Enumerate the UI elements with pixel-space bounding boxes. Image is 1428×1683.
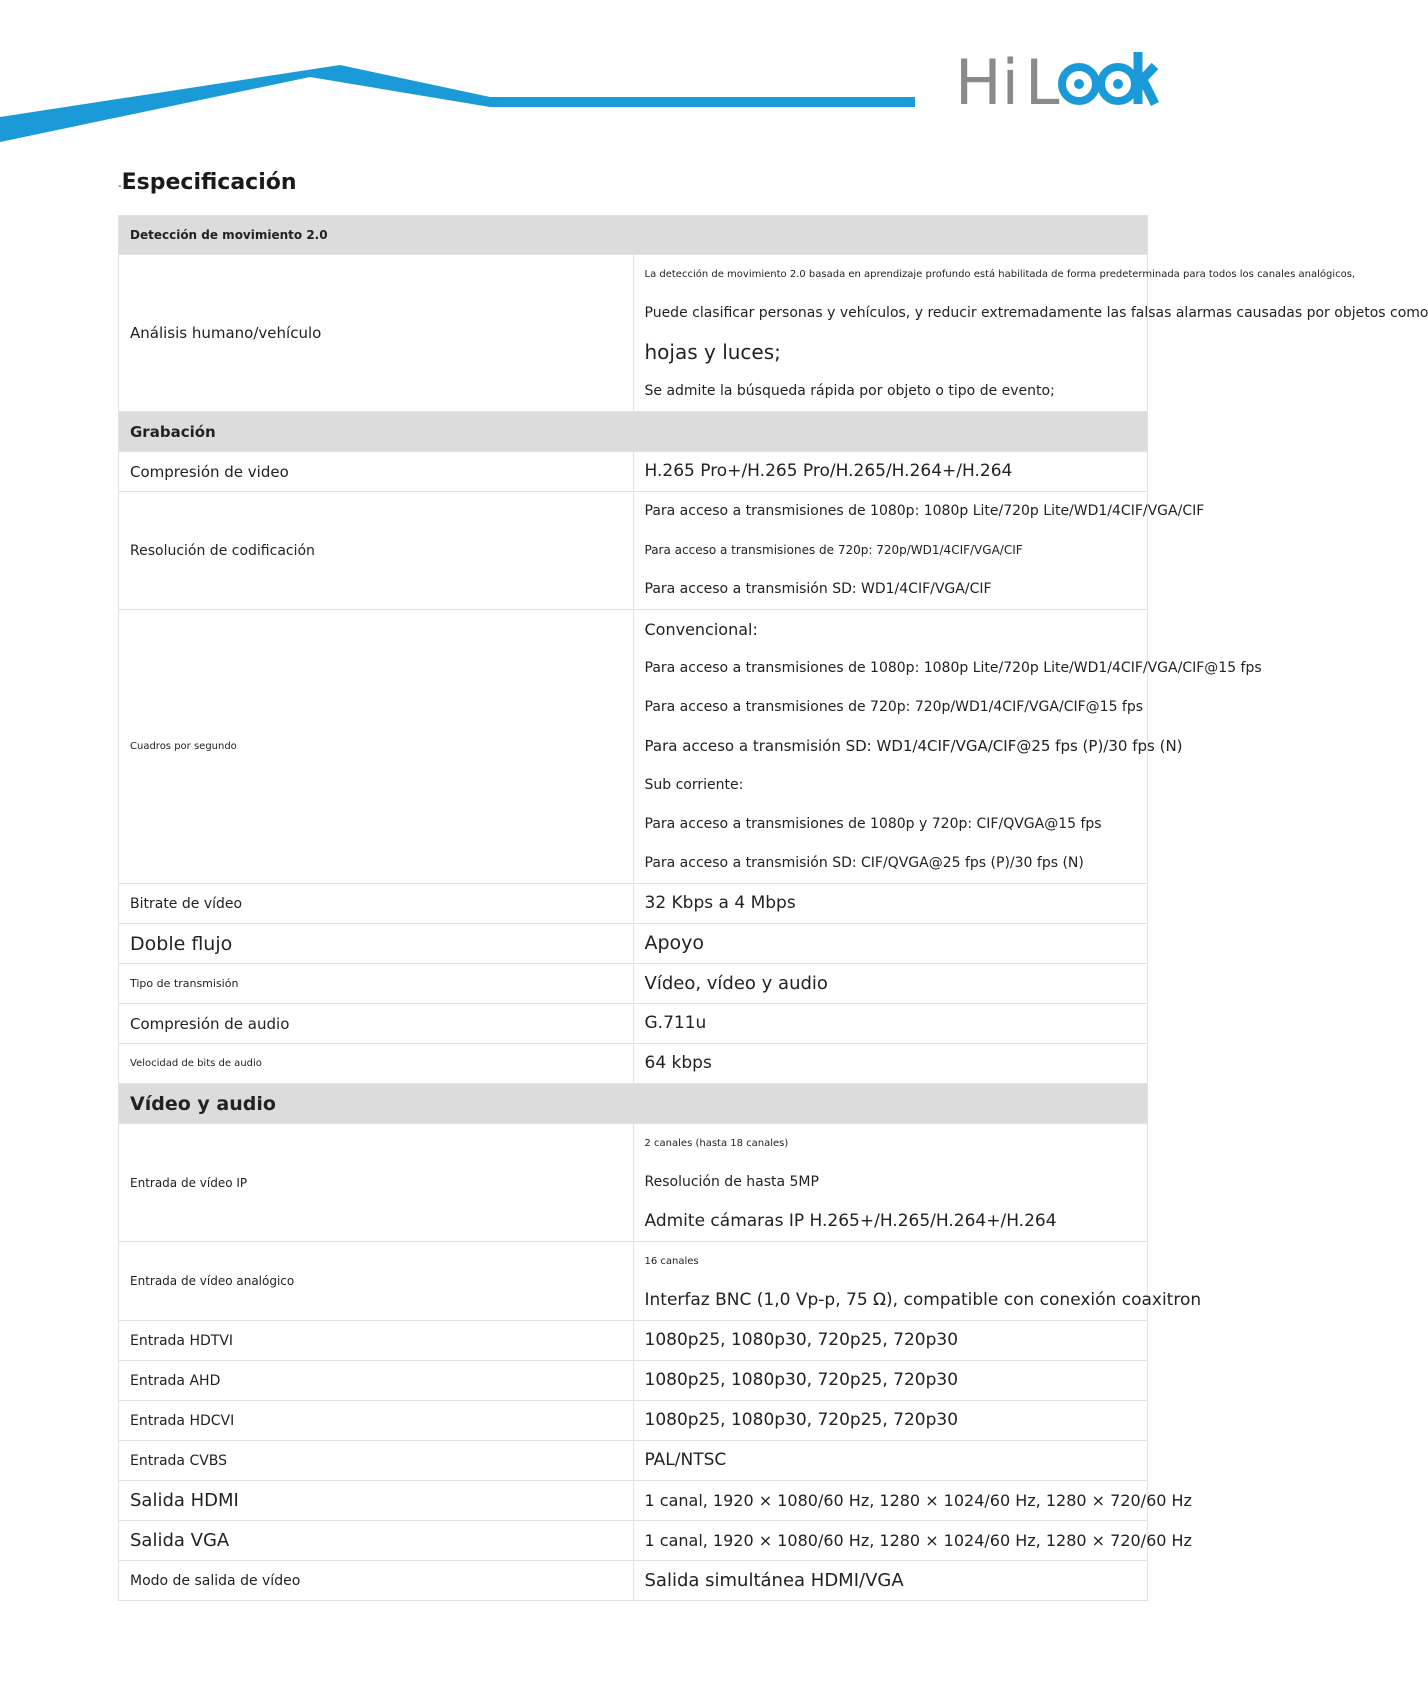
- spec-row: [119, 610, 1148, 884]
- spec-row: [119, 964, 1148, 1004]
- value-line: Admite cámaras IP H.265+/H.265/H.264+/H.264: [644, 1211, 1057, 1231]
- header-swoosh: [0, 65, 915, 142]
- hilook-logo: [955, 46, 1155, 119]
- logo-k: [1138, 52, 1155, 104]
- row-value: [633, 255, 1428, 412]
- row-label: Resolución de codificación: [119, 492, 634, 610]
- row-label: Velocidad de bits de audio: [119, 1044, 634, 1084]
- row-value: [633, 964, 1148, 1004]
- row-label: Salida HDMI: [119, 1481, 634, 1521]
- value-line: Para acceso a transmisiones de 1080p: 1080p Lite/720p Lite/WD1/4CIF/VGA/CIF@15 fps: [644, 660, 1262, 676]
- row-label: Cuadros por segundo: [119, 610, 634, 884]
- row-label: Tipo de transmisión: [119, 964, 634, 1004]
- row-value: [633, 1361, 1148, 1401]
- value-line: Apoyo: [644, 932, 705, 954]
- value-line: Sub corriente:: [644, 777, 744, 793]
- row-value: [633, 610, 1262, 884]
- value-line: 16 canales: [644, 1256, 699, 1267]
- value-line: 1080p25, 1080p30, 720p25, 720p30: [644, 1370, 959, 1390]
- row-value: [633, 1004, 1148, 1044]
- spec-row: [119, 1242, 1148, 1321]
- row-label: Doble flujo: [119, 924, 634, 964]
- spec-row: [119, 452, 1148, 492]
- section-heading: Vídeo y audio: [119, 1084, 1148, 1124]
- row-value: [633, 884, 1148, 924]
- value-line: 1080p25, 1080p30, 720p25, 720p30: [644, 1410, 959, 1430]
- section-heading: Detección de movimiento 2.0: [119, 216, 1148, 255]
- spec-row: [119, 1441, 1148, 1481]
- row-label: Salida VGA: [119, 1521, 634, 1561]
- value-line: Para acceso a transmisiones de 720p: 720p/WD1/4CIF/VGA/CIF: [644, 543, 1023, 557]
- row-value: [633, 924, 1148, 964]
- row-value: [633, 1242, 1202, 1321]
- row-value: [633, 1441, 1148, 1481]
- row-label: Bitrate de vídeo: [119, 884, 634, 924]
- value-line: 64 kbps: [644, 1053, 712, 1073]
- value-line: H.265 Pro+/H.265 Pro/H.265/H.264+/H.264: [644, 461, 1013, 481]
- value-line: Para acceso a transmisión SD: WD1/4CIF/VGA/CIF@25 fps (P)/30 fps (N): [644, 737, 1183, 755]
- spec-row: [119, 1481, 1148, 1521]
- value-line: 1080p25, 1080p30, 720p25, 720p30: [644, 1330, 959, 1350]
- spec-row: [119, 1124, 1148, 1242]
- value-line: Salida simultánea HDMI/VGA: [644, 1570, 904, 1591]
- spec-row: [119, 1321, 1148, 1361]
- value-line: 1 canal, 1920 × 1080/60 Hz, 1280 × 1024/60 Hz, 1280 × 720/60 Hz: [644, 1531, 1192, 1550]
- spec-row: [119, 255, 1148, 412]
- value-line: Para acceso a transmisiones de 1080p: 1080p Lite/720p Lite/WD1/4CIF/VGA/CIF: [644, 503, 1205, 519]
- value-line: Puede clasificar personas y vehículos, y reducir extremadamente las falsas alarmas causadas por objetos como: [644, 305, 1428, 321]
- spec-row: [119, 492, 1148, 610]
- value-line: Para acceso a transmisión SD: WD1/4CIF/VGA/CIF: [644, 581, 992, 597]
- value-line: Resolución de hasta 5MP: [644, 1174, 819, 1190]
- logo-text-hi: Hi: [955, 46, 1019, 119]
- row-label: Entrada HDTVI: [119, 1321, 634, 1361]
- value-line: 32 Kbps a 4 Mbps: [644, 893, 796, 913]
- row-value: [633, 1561, 1148, 1601]
- section-heading: Grabación: [119, 412, 1148, 452]
- row-value: [633, 492, 1205, 610]
- row-value: [633, 1401, 1148, 1441]
- spec-row: [119, 1561, 1148, 1601]
- value-line: Interfaz BNC (1,0 Vp-p, 75 Ω), compatible con conexión coaxitron: [644, 1290, 1202, 1310]
- spec-row: [119, 1361, 1148, 1401]
- row-label: Compresión de audio: [119, 1004, 634, 1044]
- row-label: Modo de salida de vídeo: [119, 1561, 634, 1601]
- spec-row: [119, 1044, 1148, 1084]
- row-value: [633, 1321, 1148, 1361]
- value-line: Se admite la búsqueda rápida por objeto o tipo de evento;: [644, 383, 1055, 399]
- value-line: Para acceso a transmisión SD: CIF/QVGA@25 fps (P)/30 fps (N): [644, 855, 1084, 871]
- section-heading-row: [119, 216, 1148, 255]
- section-heading-row: [119, 1084, 1148, 1124]
- spec-row: [119, 924, 1148, 964]
- value-line: Para acceso a transmisiones de 1080p y 720p: CIF/QVGA@15 fps: [644, 816, 1102, 832]
- row-label: Entrada CVBS: [119, 1441, 634, 1481]
- row-value: [633, 1044, 1148, 1084]
- value-line: hojas y luces;: [644, 340, 781, 364]
- spec-row: [119, 884, 1148, 924]
- row-label: Entrada HDCVI: [119, 1401, 634, 1441]
- value-line: 2 canales (hasta 18 canales): [644, 1138, 789, 1149]
- logo-text-l: L: [1025, 46, 1060, 119]
- row-label: Análisis humano/vehículo: [119, 255, 634, 412]
- value-line: G.711u: [644, 1013, 707, 1033]
- row-value: [633, 452, 1148, 492]
- spec-row: [119, 1004, 1148, 1044]
- spec-row: [119, 1401, 1148, 1441]
- section-heading-row: [119, 412, 1148, 452]
- row-value: [633, 1521, 1192, 1561]
- row-label: Entrada de vídeo IP: [119, 1124, 634, 1242]
- value-line: Convencional:: [644, 620, 758, 639]
- row-value: [633, 1481, 1192, 1521]
- value-line: 1 canal, 1920 × 1080/60 Hz, 1280 × 1024/60 Hz, 1280 × 720/60 Hz: [644, 1491, 1192, 1510]
- row-label: Compresión de video: [119, 452, 634, 492]
- spec-table: [118, 215, 1428, 1601]
- row-label: Entrada de vídeo analógico: [119, 1242, 634, 1321]
- row-label: Entrada AHD: [119, 1361, 634, 1401]
- value-line: Para acceso a transmisiones de 720p: 720p/WD1/4CIF/VGA/CIF@15 fps: [644, 699, 1144, 715]
- spec-row: [119, 1521, 1148, 1561]
- row-value: [633, 1124, 1148, 1242]
- value-line: Vídeo, vídeo y audio: [644, 973, 828, 994]
- page-title: -Especificación: [118, 170, 297, 195]
- value-line: PAL/NTSC: [644, 1450, 727, 1470]
- value-line: La detección de movimiento 2.0 basada en aprendizaje profundo está habilitada de forma predeterminada para todos los canales analógicos,: [644, 269, 1356, 280]
